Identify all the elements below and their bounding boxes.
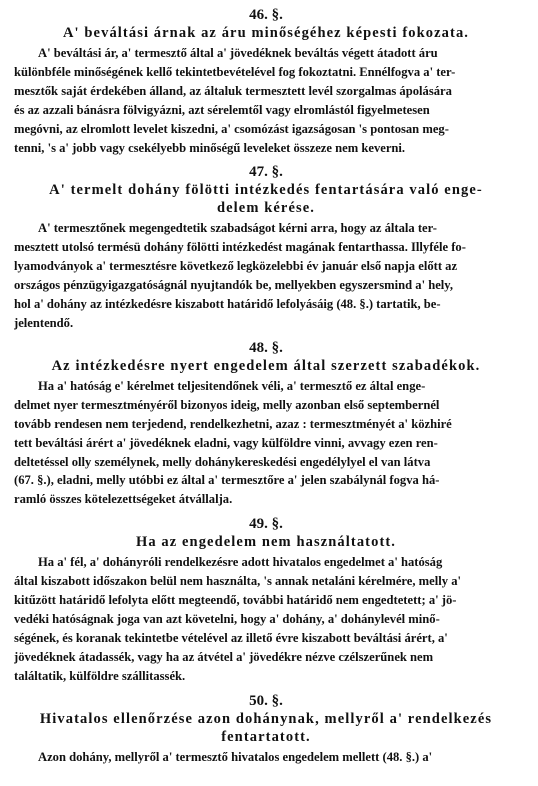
text-line: tenni, 's a' jobb vagy csekélyebb minőségű leveleket összeze nem keverni. bbox=[14, 140, 406, 155]
section-body bbox=[14, 553, 518, 685]
text-line: által kiszabott időszakon belül nem használta, 's annak netaláni kérelmére, melly a' bbox=[14, 574, 461, 589]
text-line: A' termesztőnek megengedtetik szabadságot kérni arra, hogy az általa ter- bbox=[38, 221, 437, 236]
section-heading: Az intézkedésre nyert engedelem által szerzett szabadékok. bbox=[51, 357, 481, 374]
section-heading: A' beváltási árnak az áru minőségéhez képesti fokozata. bbox=[62, 25, 470, 41]
text-line: és az azzali bánásra fölvigyázni, azt sérelemtől vagy elromlástól figyelmetesen bbox=[14, 102, 430, 117]
text-line: Azon dohány, mellyről a' termesztő hivatalos engedelem mellett (48. §.) a' bbox=[38, 749, 433, 764]
text-line: jelentendő. bbox=[14, 315, 74, 330]
section-heading bbox=[14, 181, 518, 217]
heading-line: A' termelt dohány fölötti intézkedés fentartására való enge- bbox=[49, 182, 483, 199]
section-49 bbox=[14, 515, 518, 685]
text-line: hol a' dohány az intézkedésre kiszabott határidő lefolyásáig (48. §.) tartatik, be- bbox=[14, 297, 441, 312]
section-48 bbox=[14, 339, 518, 509]
heading-line: fentartatott. bbox=[221, 728, 311, 745]
section-body bbox=[14, 219, 518, 332]
section-number: 48. §. bbox=[249, 339, 283, 356]
text-line: találtatik, külföldre szállitassék. bbox=[14, 668, 186, 683]
section-46 bbox=[14, 6, 518, 157]
section-50 bbox=[14, 692, 518, 767]
text-line: tett beváltási árért a' jövedéknek eladni, vagy külföldre vinni, avvagy ezen ren- bbox=[14, 435, 438, 450]
section-heading: Ha az engedelem nem használtatott. bbox=[135, 534, 397, 551]
text-line: jövedéknek átadassék, vagy ha az átvétel a' jövedékre nézve czélszerűnek nem bbox=[14, 649, 434, 664]
section-number: 47. §. bbox=[249, 164, 283, 181]
text-line: delmet nyer termesztményéről bizonyos ideig, melly azonban első septembernél bbox=[14, 397, 440, 412]
text-line: Ha a' fél, a' dohányróli rendelkezésre adott hivatalos engedelmet a' hatóság bbox=[38, 555, 443, 570]
heading-line: delem kérése. bbox=[216, 200, 316, 217]
text-line: A' beváltási ár, a' termesztő által a' jövedéknek beváltás végett átadott áru bbox=[38, 46, 438, 60]
text-line: Ha a' hatóság e' kérelmet teljesitendőnek véli, a' termesztő ez által enge- bbox=[38, 378, 426, 393]
section-body bbox=[14, 44, 518, 157]
text-line: különbféle minőségének kellő tekintetbevételével fog fokoztatni. Ennélfogva a' ter- bbox=[14, 64, 456, 79]
section-heading bbox=[14, 710, 518, 746]
section-47 bbox=[14, 163, 518, 332]
text-line: (67. §.), eladni, melly utóbbi ez által a' termesztőre a' jelen szabálynál fogva há- bbox=[14, 473, 440, 488]
heading-line: Hivatalos ellenőrzése azon dohánynak, mellyről a' rendelkezés bbox=[39, 710, 493, 727]
text-line: mesztett utolsó termésü dohány fölötti intézkedést magának fentarthassa. Illyféle fo- bbox=[14, 240, 466, 255]
text-line: tovább rendesen nem terjedend, rendelkezhetni, azaz : termesztményét a' közhiré bbox=[14, 416, 452, 431]
section-number: 49. §. bbox=[249, 516, 283, 533]
text-line: országos pénzügyigazgatóságnál nyujtandók be, mellyekben egyszersmind a' hely, bbox=[14, 278, 454, 293]
section-number: 50. §. bbox=[249, 692, 283, 709]
text-line: mesztők saját érdekében álland, az általuk termesztett levél szorgalmas ápolására bbox=[14, 83, 452, 98]
text-line: ramló összes kötelezettségeket átvállalja. bbox=[14, 492, 233, 507]
text-line: lyamodványok a' termesztésre következő legközelebbi év január első napja előtt az bbox=[14, 259, 458, 274]
text-line: megóvni, az elromlott levelet kiszedni, a' csomózást igazságosan 's pontosan meg- bbox=[14, 121, 449, 136]
text-line: deltetéssel olly személynek, melly dohánykereskedési engedélylyel el van látva bbox=[14, 454, 431, 469]
section-body bbox=[14, 377, 518, 509]
section-number: 46. §. bbox=[249, 7, 283, 23]
text-line: vedéki hatóságnak joga van azt követelni, hogy a' dohány, a' dohánylevél minő- bbox=[14, 611, 440, 626]
text-line: ségének, és koranak tekintetbe vételével az illető évre kiszabott beváltási árért, a' bbox=[14, 630, 448, 645]
section-body bbox=[14, 748, 518, 767]
text-line: kitűzött határidő lefolyta előtt megteendő, további határidő nem engedtetett; a' jö- bbox=[14, 593, 457, 608]
